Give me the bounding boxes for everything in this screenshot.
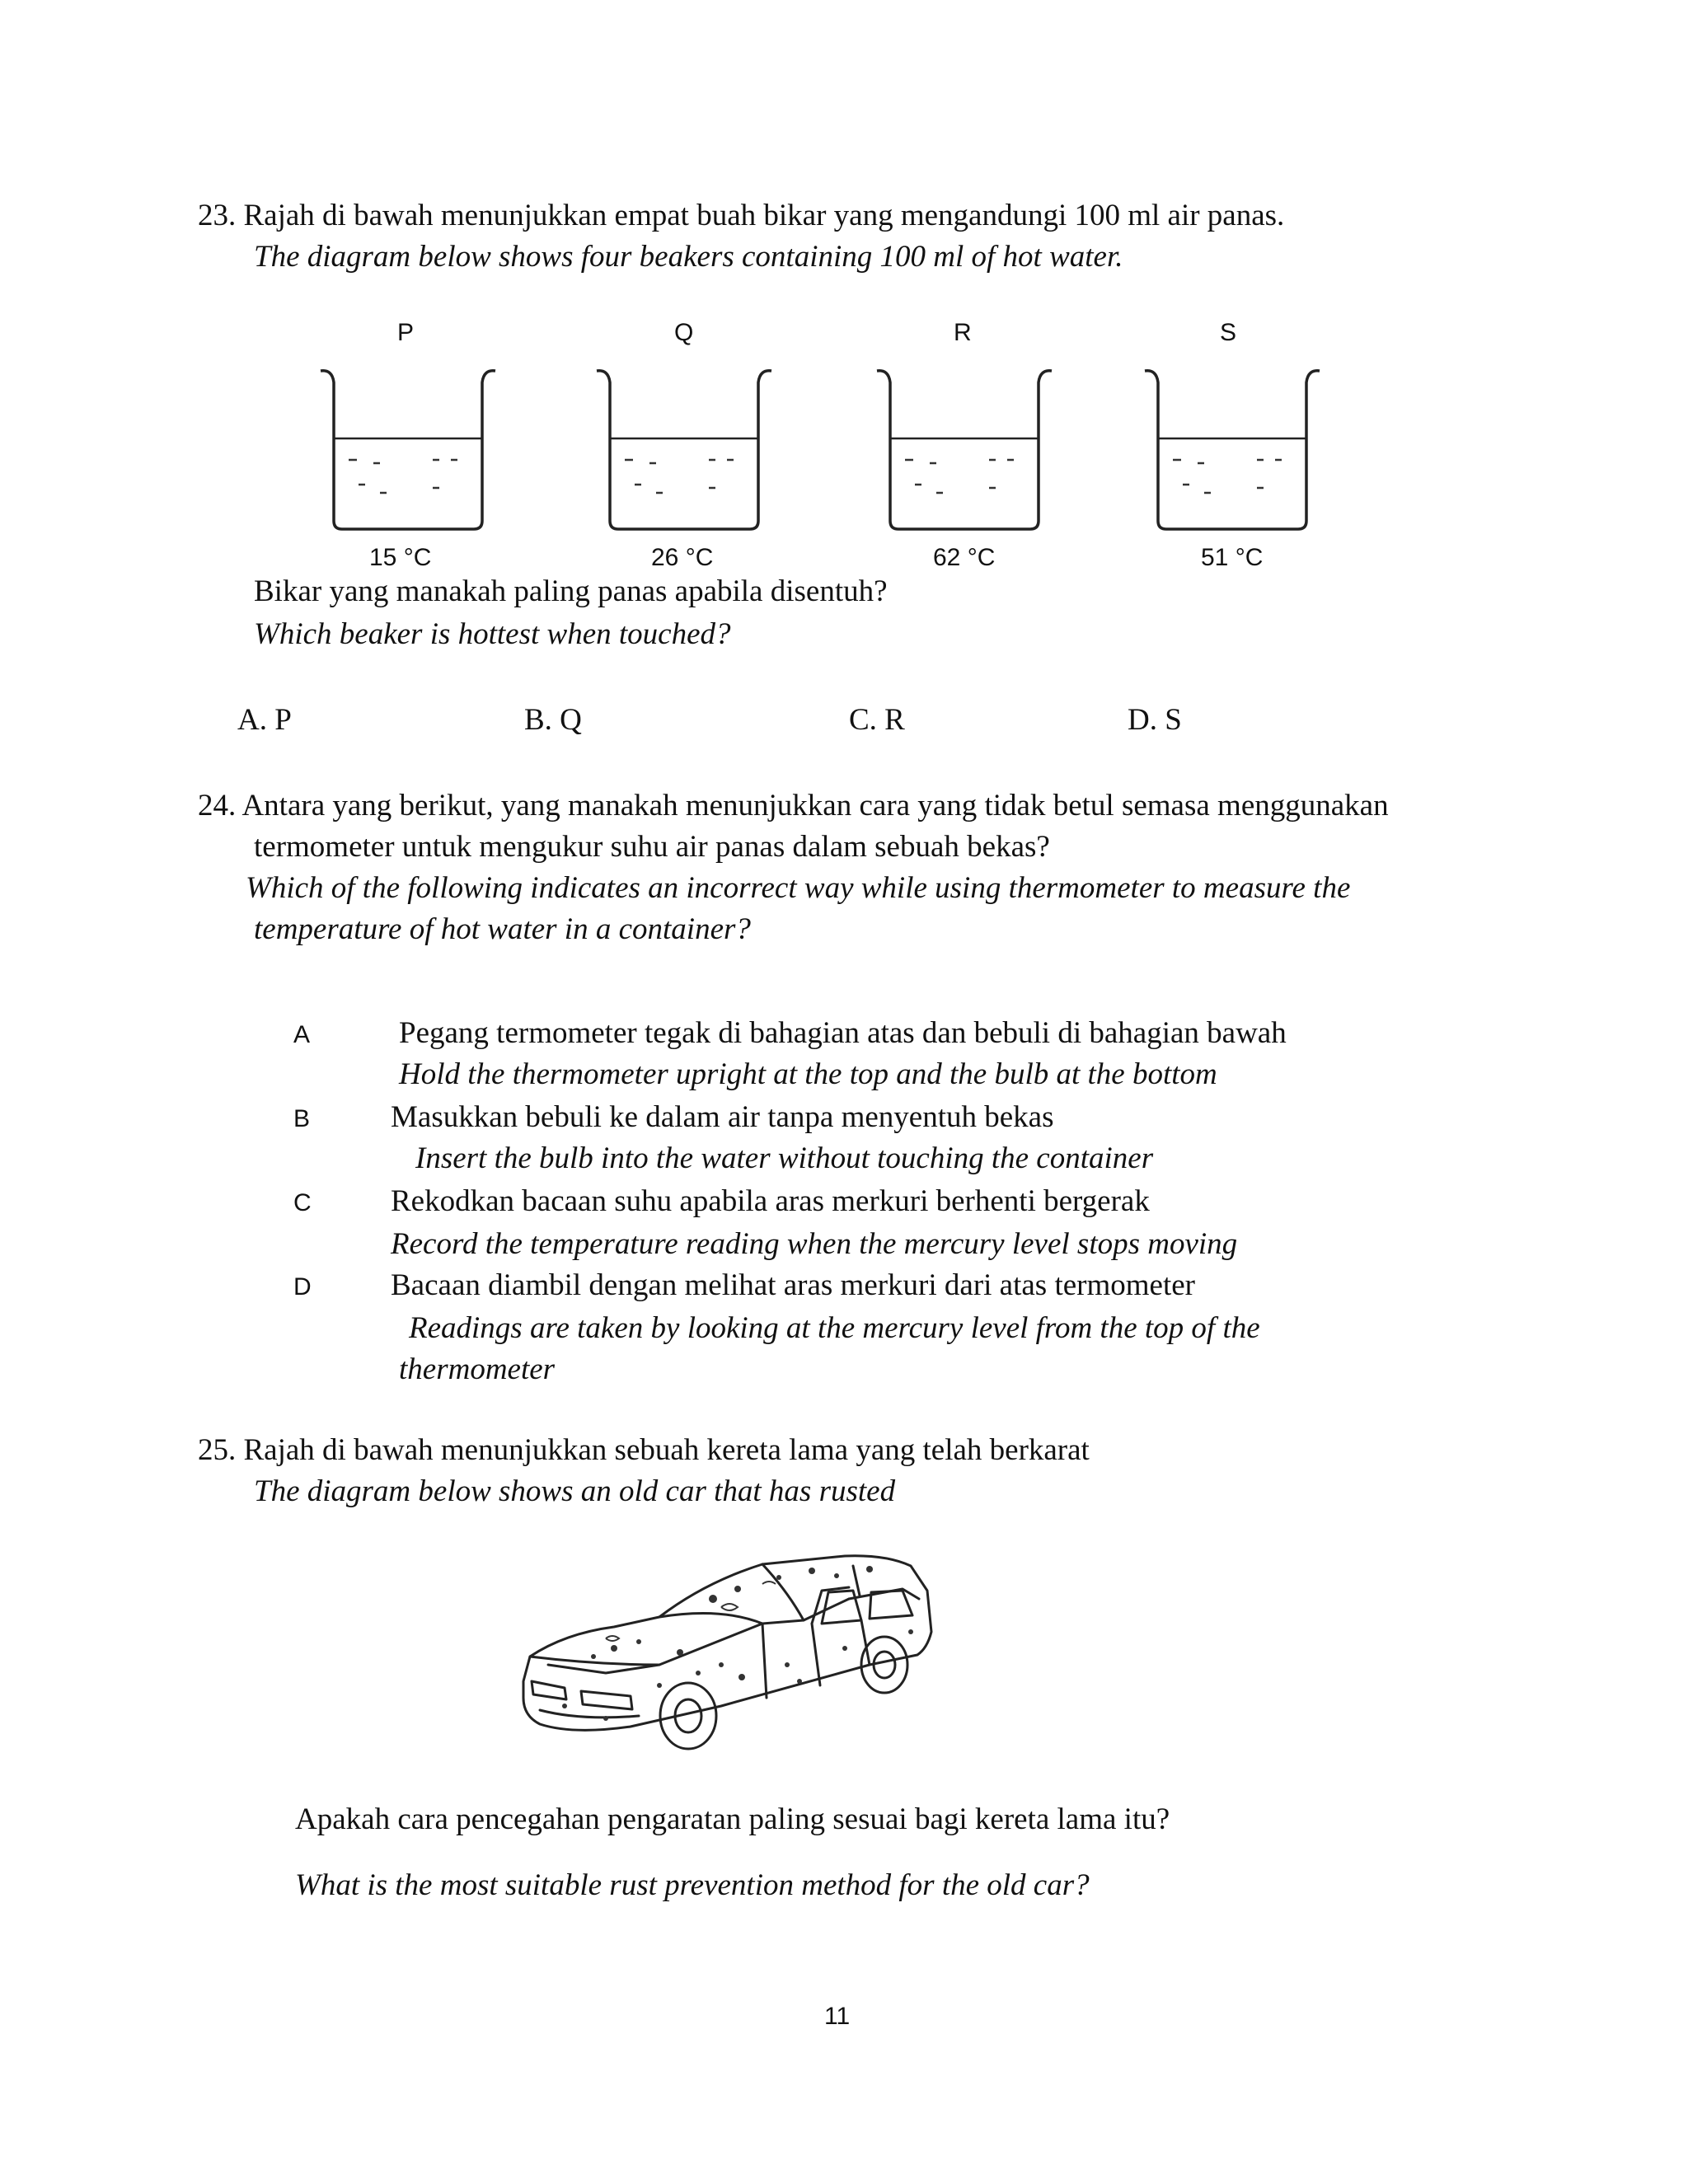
q23-option-d: D. S bbox=[1128, 703, 1182, 737]
q23-question-malay: Bikar yang manakah paling panas apabila disentuh? bbox=[254, 574, 888, 608]
q24-option-b-malay: Masukkan bebuli ke dalam air tanpa menyentuh bekas bbox=[391, 1100, 1054, 1134]
beaker-s bbox=[1142, 363, 1323, 536]
page-number: 11 bbox=[824, 2003, 851, 2030]
beaker-temp-p: 15 °C bbox=[369, 544, 432, 571]
q23-stem-english: The diagram below shows four beakers containing 100 ml of hot water. bbox=[254, 240, 1123, 274]
q25-question-english: What is the most suitable rust prevention method for the old car? bbox=[295, 1868, 1090, 1902]
q24-stem-malay-1: 24. Antara yang berikut, yang manakah menunjukkan cara yang tidak betul semasa menggunakan bbox=[198, 789, 1389, 823]
q23-question-english: Which beaker is hottest when touched? bbox=[254, 617, 731, 651]
q24-option-b-letter: B bbox=[293, 1105, 311, 1132]
beaker-r bbox=[874, 363, 1055, 536]
beaker-label-s: S bbox=[1220, 319, 1237, 346]
q23-option-c: C. R bbox=[849, 703, 905, 737]
q23-stem-malay: 23. Rajah di bawah menunjukkan empat buah bikar yang mengandungi 100 ml air panas. bbox=[198, 199, 1285, 232]
beaker-temp-s: 51 °C bbox=[1201, 544, 1264, 571]
q24-stem-malay-2: termometer untuk mengukur suhu air panas dalam sebuah bekas? bbox=[254, 830, 1050, 864]
rusted-car-illustration bbox=[515, 1541, 944, 1764]
beaker-temp-r: 62 °C bbox=[933, 544, 996, 571]
q24-option-d-letter: D bbox=[293, 1273, 312, 1301]
q25-question-malay: Apakah cara pencegahan pengaratan paling sesuai bagi kereta lama itu? bbox=[295, 1802, 1170, 1836]
q24-option-d-english-2: thermometer bbox=[399, 1352, 556, 1386]
q24-option-c-malay: Rekodkan bacaan suhu apabila aras merkuri berhenti bergerak bbox=[391, 1184, 1150, 1218]
q24-option-a-malay: Pegang termometer tegak di bahagian atas dan bebuli di bahagian bawah bbox=[399, 1016, 1287, 1050]
q24-option-a-letter: A bbox=[293, 1021, 311, 1048]
q25-stem-malay: 25. Rajah di bawah menunjukkan sebuah kereta lama yang telah berkarat bbox=[198, 1433, 1090, 1467]
q24-option-d-english-1: Readings are taken by looking at the mercury level from the top of the bbox=[409, 1311, 1260, 1345]
q24-stem-english-2: temperature of hot water in a container? bbox=[254, 912, 751, 946]
q24-stem-english-1: Which of the following indicates an incorrect way while using thermometer to measure the bbox=[246, 871, 1351, 905]
q24-option-c-letter: C bbox=[293, 1189, 312, 1216]
beaker-temp-q: 26 °C bbox=[651, 544, 714, 571]
q23-option-b: B. Q bbox=[524, 703, 582, 737]
q23-option-a: A. P bbox=[237, 703, 292, 737]
beaker-p bbox=[317, 363, 499, 536]
q24-option-c-english: Record the temperature reading when the mercury level stops moving bbox=[391, 1227, 1238, 1261]
beaker-q bbox=[593, 363, 775, 536]
q24-option-d-malay: Bacaan diambil dengan melihat aras merkuri dari atas termometer bbox=[391, 1268, 1195, 1302]
beaker-label-p: P bbox=[397, 319, 415, 346]
beaker-label-q: Q bbox=[674, 319, 694, 346]
beaker-label-r: R bbox=[954, 319, 972, 346]
q24-option-b-english: Insert the bulb into the water without touching the container bbox=[415, 1141, 1154, 1175]
q24-option-a-english: Hold the thermometer upright at the top and the bulb at the bottom bbox=[399, 1057, 1217, 1091]
q25-stem-english: The diagram below shows an old car that has rusted bbox=[254, 1474, 896, 1508]
